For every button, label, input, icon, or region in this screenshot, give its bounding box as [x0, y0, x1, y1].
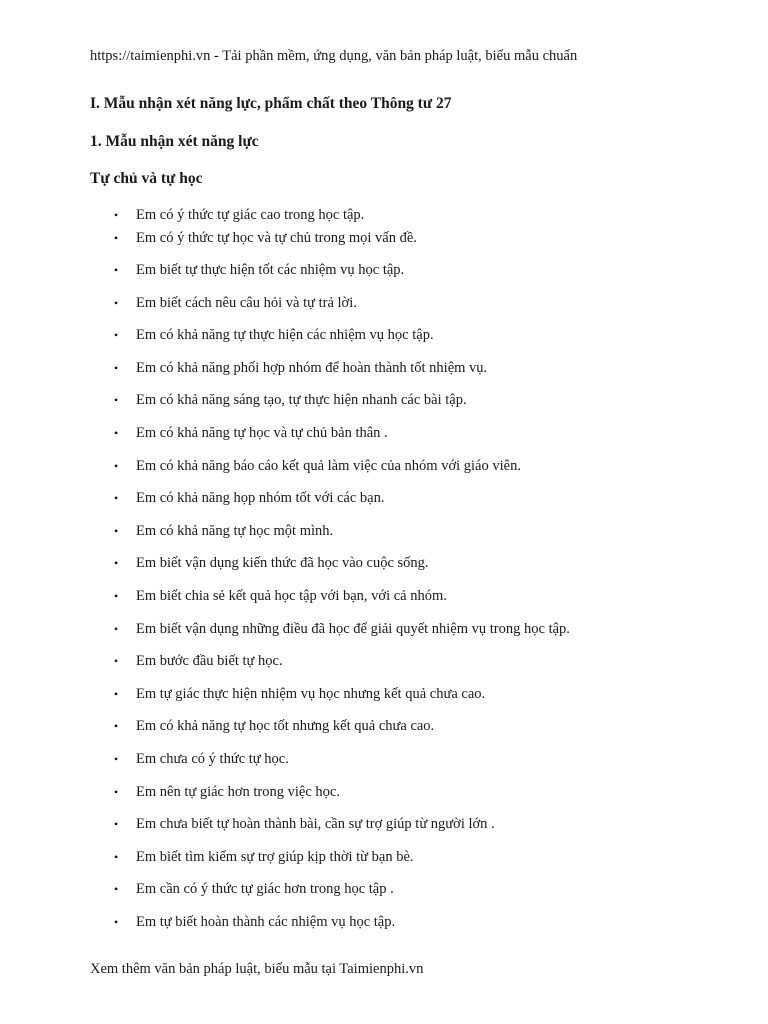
bullet-marker: •	[114, 621, 119, 636]
bullet-marker: •	[114, 458, 119, 473]
bullet-marker: •	[114, 719, 119, 734]
list-item-text: Em bước đầu biết tự học.	[136, 653, 283, 670]
bullet-marker: •	[114, 360, 119, 375]
bullet-marker: •	[114, 231, 119, 245]
bullet-marker: •	[114, 393, 119, 408]
bullet-marker: •	[114, 263, 119, 277]
list-item-text: Em biết tự thực hiện tốt các nhiệm vụ học tập.	[136, 262, 405, 278]
list-item-text: Em biết vận dụng kiến thức đã học vào cuộc sống.	[136, 555, 429, 572]
section-heading-2: 1. Mẫu nhận xét năng lực	[90, 133, 259, 150]
bullet-marker: •	[114, 752, 119, 766]
page-footer-source: Xem thêm văn bản pháp luật, biểu mẫu tại Taimienphi.vn	[90, 961, 424, 977]
list-item-text: Em biết chia sẻ kết quả học tập với bạn, với cả nhóm.	[136, 588, 447, 604]
list-item-text: Em tự biết hoàn thành các nhiệm vụ học tập.	[136, 914, 396, 930]
bullet-marker: •	[114, 589, 119, 603]
bullet-marker: •	[114, 915, 119, 929]
bullet-marker: •	[114, 654, 119, 669]
bullet-marker: •	[114, 817, 119, 832]
bullet-marker: •	[114, 328, 119, 343]
bullet-marker: •	[114, 491, 119, 506]
list-item-text: Em biết tìm kiếm sự trợ giúp kịp thời từ bạn bè.	[136, 848, 414, 865]
list-item-text: Em biết cách nêu câu hỏi và tự trả lời.	[136, 294, 357, 311]
list-item-text: Em nên tự giác hơn trong việc học.	[136, 783, 340, 800]
bullet-marker: •	[114, 849, 119, 864]
list-item-text: Em có khả năng tự học và tự chủ bản thân .	[136, 425, 388, 441]
list-item-text: Em có khả năng tự học tốt nhưng kết quả chưa cao.	[136, 718, 435, 735]
bullet-marker: •	[114, 784, 119, 799]
list-item-text: Em có ý thức tự giác cao trong học tập.	[136, 207, 365, 223]
list-item-text: Em tự giác thực hiện nhiệm vụ học nhưng kết quả chưa cao.	[136, 685, 486, 702]
list-item-text: Em có ý thức tự học và tự chủ trong mọi vấn đề.	[136, 230, 417, 246]
bullet-marker: •	[114, 882, 119, 897]
bullet-marker: •	[114, 295, 119, 310]
list-item-text: Em có khả năng tự học một mình.	[136, 522, 334, 539]
section-heading-3: Tự chủ và tự học	[90, 170, 203, 187]
list-item-text: Em có khả năng họp nhóm tốt với các bạn.	[136, 490, 385, 507]
list-item-text: Em cần có ý thức tự giác hơn trong học tập .	[136, 881, 394, 898]
bullet-marker: •	[114, 523, 119, 538]
list-item-text: Em có khả năng tự thực hiện các nhiệm vụ học tập.	[136, 327, 434, 344]
bullet-marker: •	[114, 426, 119, 440]
page-header-source: https://taimienphi.vn - Tải phần mềm, ứng dụng, văn bản pháp luật, biểu mẫu chuẩn	[90, 48, 578, 64]
list-item-text: Em chưa biết tự hoàn thành bài, cần sự trợ giúp từ người lớn .	[136, 816, 495, 833]
list-item-text: Em có khả năng sáng tạo, tự thực hiện nhanh các bài tập.	[136, 392, 467, 409]
section-heading-1: I. Mẫu nhận xét năng lực, phẩm chất theo Thông tư 27	[90, 95, 452, 112]
bullet-marker: •	[114, 208, 119, 222]
list-item-text: Em có khả năng phối hợp nhóm để hoàn thành tốt nhiệm vụ.	[136, 359, 488, 376]
list-item-text: Em biết vận dụng những điều đã học để giải quyết nhiệm vụ trong học tập.	[136, 620, 570, 637]
list-item-text: Em có khả năng báo cáo kết quả làm việc của nhóm với giáo viên.	[136, 457, 521, 474]
bullet-marker: •	[114, 556, 119, 571]
list-item-text: Em chưa có ý thức tự học.	[136, 751, 289, 767]
bullet-marker: •	[114, 686, 119, 701]
